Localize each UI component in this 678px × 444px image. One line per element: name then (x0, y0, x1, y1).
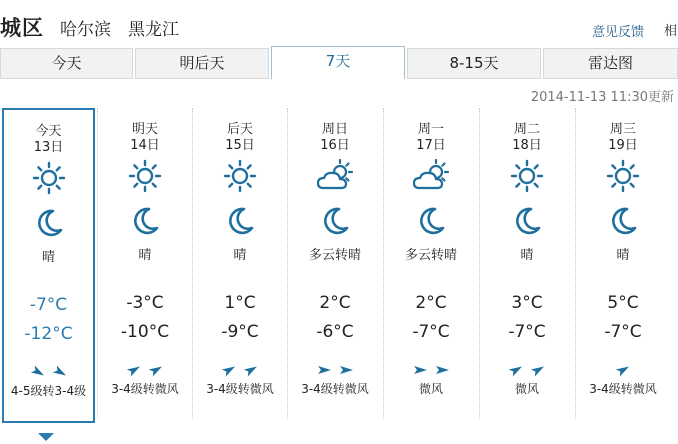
day-week: 周二 (513, 122, 540, 137)
day-column[interactable] (192, 108, 287, 418)
day-date: 16日 (320, 138, 350, 153)
forecast-days (0, 108, 678, 444)
wind-direction-icon (215, 362, 265, 376)
day-week: 周日 (321, 122, 348, 137)
wind-level: 3-4级转微风 (111, 382, 179, 396)
high-temp: 2°C (415, 293, 447, 313)
weather-condition: 多云转晴 (308, 248, 361, 263)
weather-condition: 晴 (616, 248, 630, 263)
weather-condition: 晴 (138, 248, 152, 263)
low-temp: -7°C (604, 322, 642, 342)
partly-cloudy-icon (315, 158, 355, 194)
day-date: 15日 (225, 138, 255, 153)
day-date: 19日 (608, 138, 638, 153)
tab-today[interactable]: 今天 (0, 48, 133, 79)
feedback-link[interactable]: 意见反馈 (592, 25, 645, 40)
sun-icon (507, 158, 547, 194)
day-column[interactable] (479, 108, 574, 418)
day-week: 后天 (226, 122, 253, 137)
wind-direction-icon (310, 362, 360, 376)
day-date: 18日 (512, 138, 542, 153)
tab-7days[interactable]: 7天 (271, 46, 405, 79)
day-date: 13日 (33, 140, 64, 155)
high-temp: 2°C (319, 293, 351, 313)
wind-level: 微风 (514, 382, 539, 396)
weather-condition: 晴 (520, 248, 534, 263)
wind-direction-icon (120, 362, 170, 376)
day-week: 周一 (417, 122, 444, 137)
day-column[interactable] (2, 108, 95, 423)
day-week: 周三 (609, 122, 636, 137)
weather-condition: 多云转晴 (404, 248, 457, 263)
sun-icon (29, 160, 69, 196)
city-link[interactable]: 哈尔滨 (60, 20, 111, 40)
sun-icon (603, 158, 643, 194)
tab-radar[interactable]: 雷达图 (543, 48, 678, 79)
moon-icon (507, 204, 547, 238)
high-temp: 5°C (607, 293, 639, 313)
moon-icon (125, 204, 165, 238)
forecast-tabs (0, 46, 678, 79)
tab-8-15days[interactable]: 8-15天 (407, 48, 541, 79)
more-link[interactable]: 相 (664, 24, 678, 39)
wind-level: 微风 (418, 382, 443, 396)
moon-icon (411, 204, 451, 238)
partly-cloudy-icon (411, 158, 451, 194)
wind-direction-icon (598, 362, 648, 376)
wind-direction-icon (24, 364, 74, 378)
high-temp: 3°C (511, 293, 543, 313)
moon-icon (220, 204, 260, 238)
selected-pointer-icon (38, 433, 54, 441)
sun-icon (220, 158, 260, 194)
moon-icon (29, 206, 69, 240)
wind-direction-icon (502, 362, 552, 376)
wind-level: 3-4级转微风 (589, 382, 657, 396)
low-temp: -7°C (508, 322, 546, 342)
sun-icon (125, 158, 165, 194)
wind-level: 3-4级转微风 (301, 382, 369, 396)
day-date: 17日 (416, 138, 446, 153)
province-link[interactable]: 黑龙江 (128, 20, 179, 40)
day-column[interactable] (97, 108, 192, 418)
wind-direction-icon (406, 362, 456, 376)
day-column[interactable] (383, 108, 478, 418)
moon-icon (603, 204, 643, 238)
weather-condition: 晴 (233, 248, 247, 263)
day-column[interactable] (575, 108, 670, 418)
high-temp: -3°C (126, 293, 164, 313)
high-temp: -7°C (29, 295, 68, 315)
wind-level: 4-5级转3-4级 (10, 384, 87, 398)
tab-tomorrow[interactable]: 明后天 (135, 48, 269, 79)
low-temp: -6°C (316, 322, 354, 342)
moon-icon (315, 204, 355, 238)
low-temp: -9°C (221, 322, 259, 342)
wind-level: 3-4级转微风 (206, 382, 274, 396)
header (0, 0, 678, 46)
day-column[interactable] (287, 108, 382, 418)
update-time: 2014-11-13 11:30更新 (530, 90, 674, 105)
day-week: 明天 (131, 122, 158, 137)
weather-condition: 晴 (41, 250, 55, 265)
day-date: 14日 (130, 138, 160, 153)
day-week: 今天 (35, 124, 62, 139)
high-temp: 1°C (224, 293, 256, 313)
district-name: 城区 (0, 16, 44, 40)
low-temp: -10°C (120, 322, 170, 342)
low-temp: -7°C (412, 322, 450, 342)
low-temp: -12°C (24, 324, 73, 344)
